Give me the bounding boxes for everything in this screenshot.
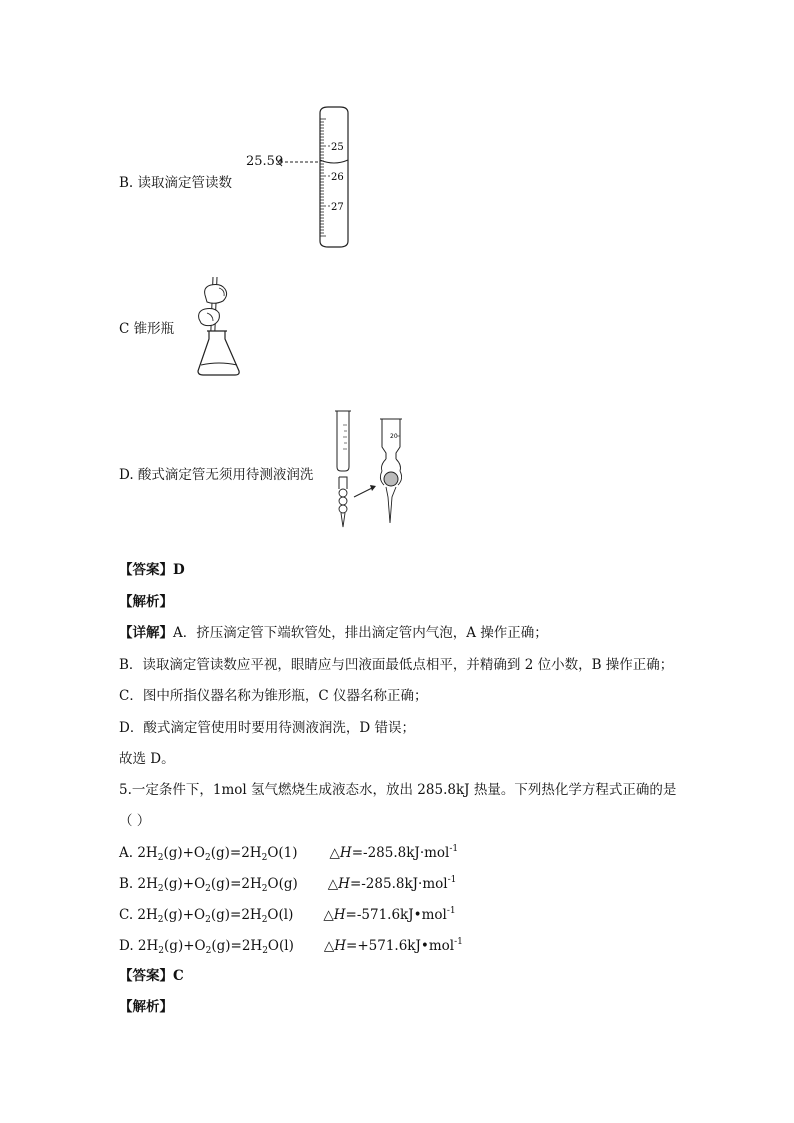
burette-tick-label: 25 <box>331 142 344 153</box>
q5-bracket: （ ） <box>119 813 151 829</box>
option-c-label: C 锥形瓶 <box>119 321 175 337</box>
burette-reading: 25.59 <box>246 154 284 169</box>
conical-flask-figure <box>195 275 245 380</box>
q4-conclusion: 故选 D。 <box>119 751 175 767</box>
q4-detail-d: D．酸式滴定管使用时要用待测液润洗，D 错误； <box>119 720 415 736</box>
burette-scale-figure <box>270 105 370 250</box>
q5-answer: 【答案】C <box>119 968 184 984</box>
q4-answer: 【答案】D <box>119 562 185 578</box>
q5-option-b: B. $2H_2(g)+O_2(g)=2H_2O(g)$ △H=-285.8kJ·mol$^{-1}$ <box>119 875 457 894</box>
acid-burette-tick: 20 <box>390 433 398 440</box>
q4-analysis-heading: 【解析】 <box>119 594 173 610</box>
burette-tick-label: 26 <box>331 172 344 183</box>
q4-detail-a-text: A．挤压滴定管下端软管处，排出滴定管内气泡，A 操作正确； <box>173 625 548 641</box>
option-d-label: D. 酸式滴定管无须用待测液润洗 <box>119 467 314 483</box>
q5-analysis-heading: 【解析】 <box>119 999 173 1015</box>
q4-detail-c: C．图中所指仪器名称为锥形瓶，C 仪器名称正确； <box>119 688 428 704</box>
option-b-label: B. 读取滴定管读数 <box>119 175 233 191</box>
acid-burette-figure <box>330 405 410 530</box>
q5-stem: 5.一定条件下，1mol 氢气燃烧生成液态水，放出 285.8kJ 热量。下列热化学方程式正确的是 <box>119 782 677 798</box>
q5-option-d: D. $2H_2(g)+O_2(g)=2H_2O(l)$ △H=+571.6kJ•mol$^{-1}$ <box>119 937 463 956</box>
q5-option-a: A. $2H_2(g)+O_2(g)=2H_2O(1)$ △H=-285.8kJ·mol$^{-1}$ <box>119 844 459 863</box>
q4-detail-a <box>119 624 548 642</box>
q5-option-c: C. $2H_2(g)+O_2(g)=2H_2O(l)$ △H=-571.6kJ•mol$^{-1}$ <box>119 906 456 925</box>
q4-detail-b: B．读取滴定管读数应平视，眼睛应与凹液面最低点相平，并精确到 2 位小数，B 操作正确； <box>119 657 674 673</box>
burette-tick-label: 27 <box>331 202 344 213</box>
q4-detail-tag: 【详解】 <box>119 625 173 641</box>
